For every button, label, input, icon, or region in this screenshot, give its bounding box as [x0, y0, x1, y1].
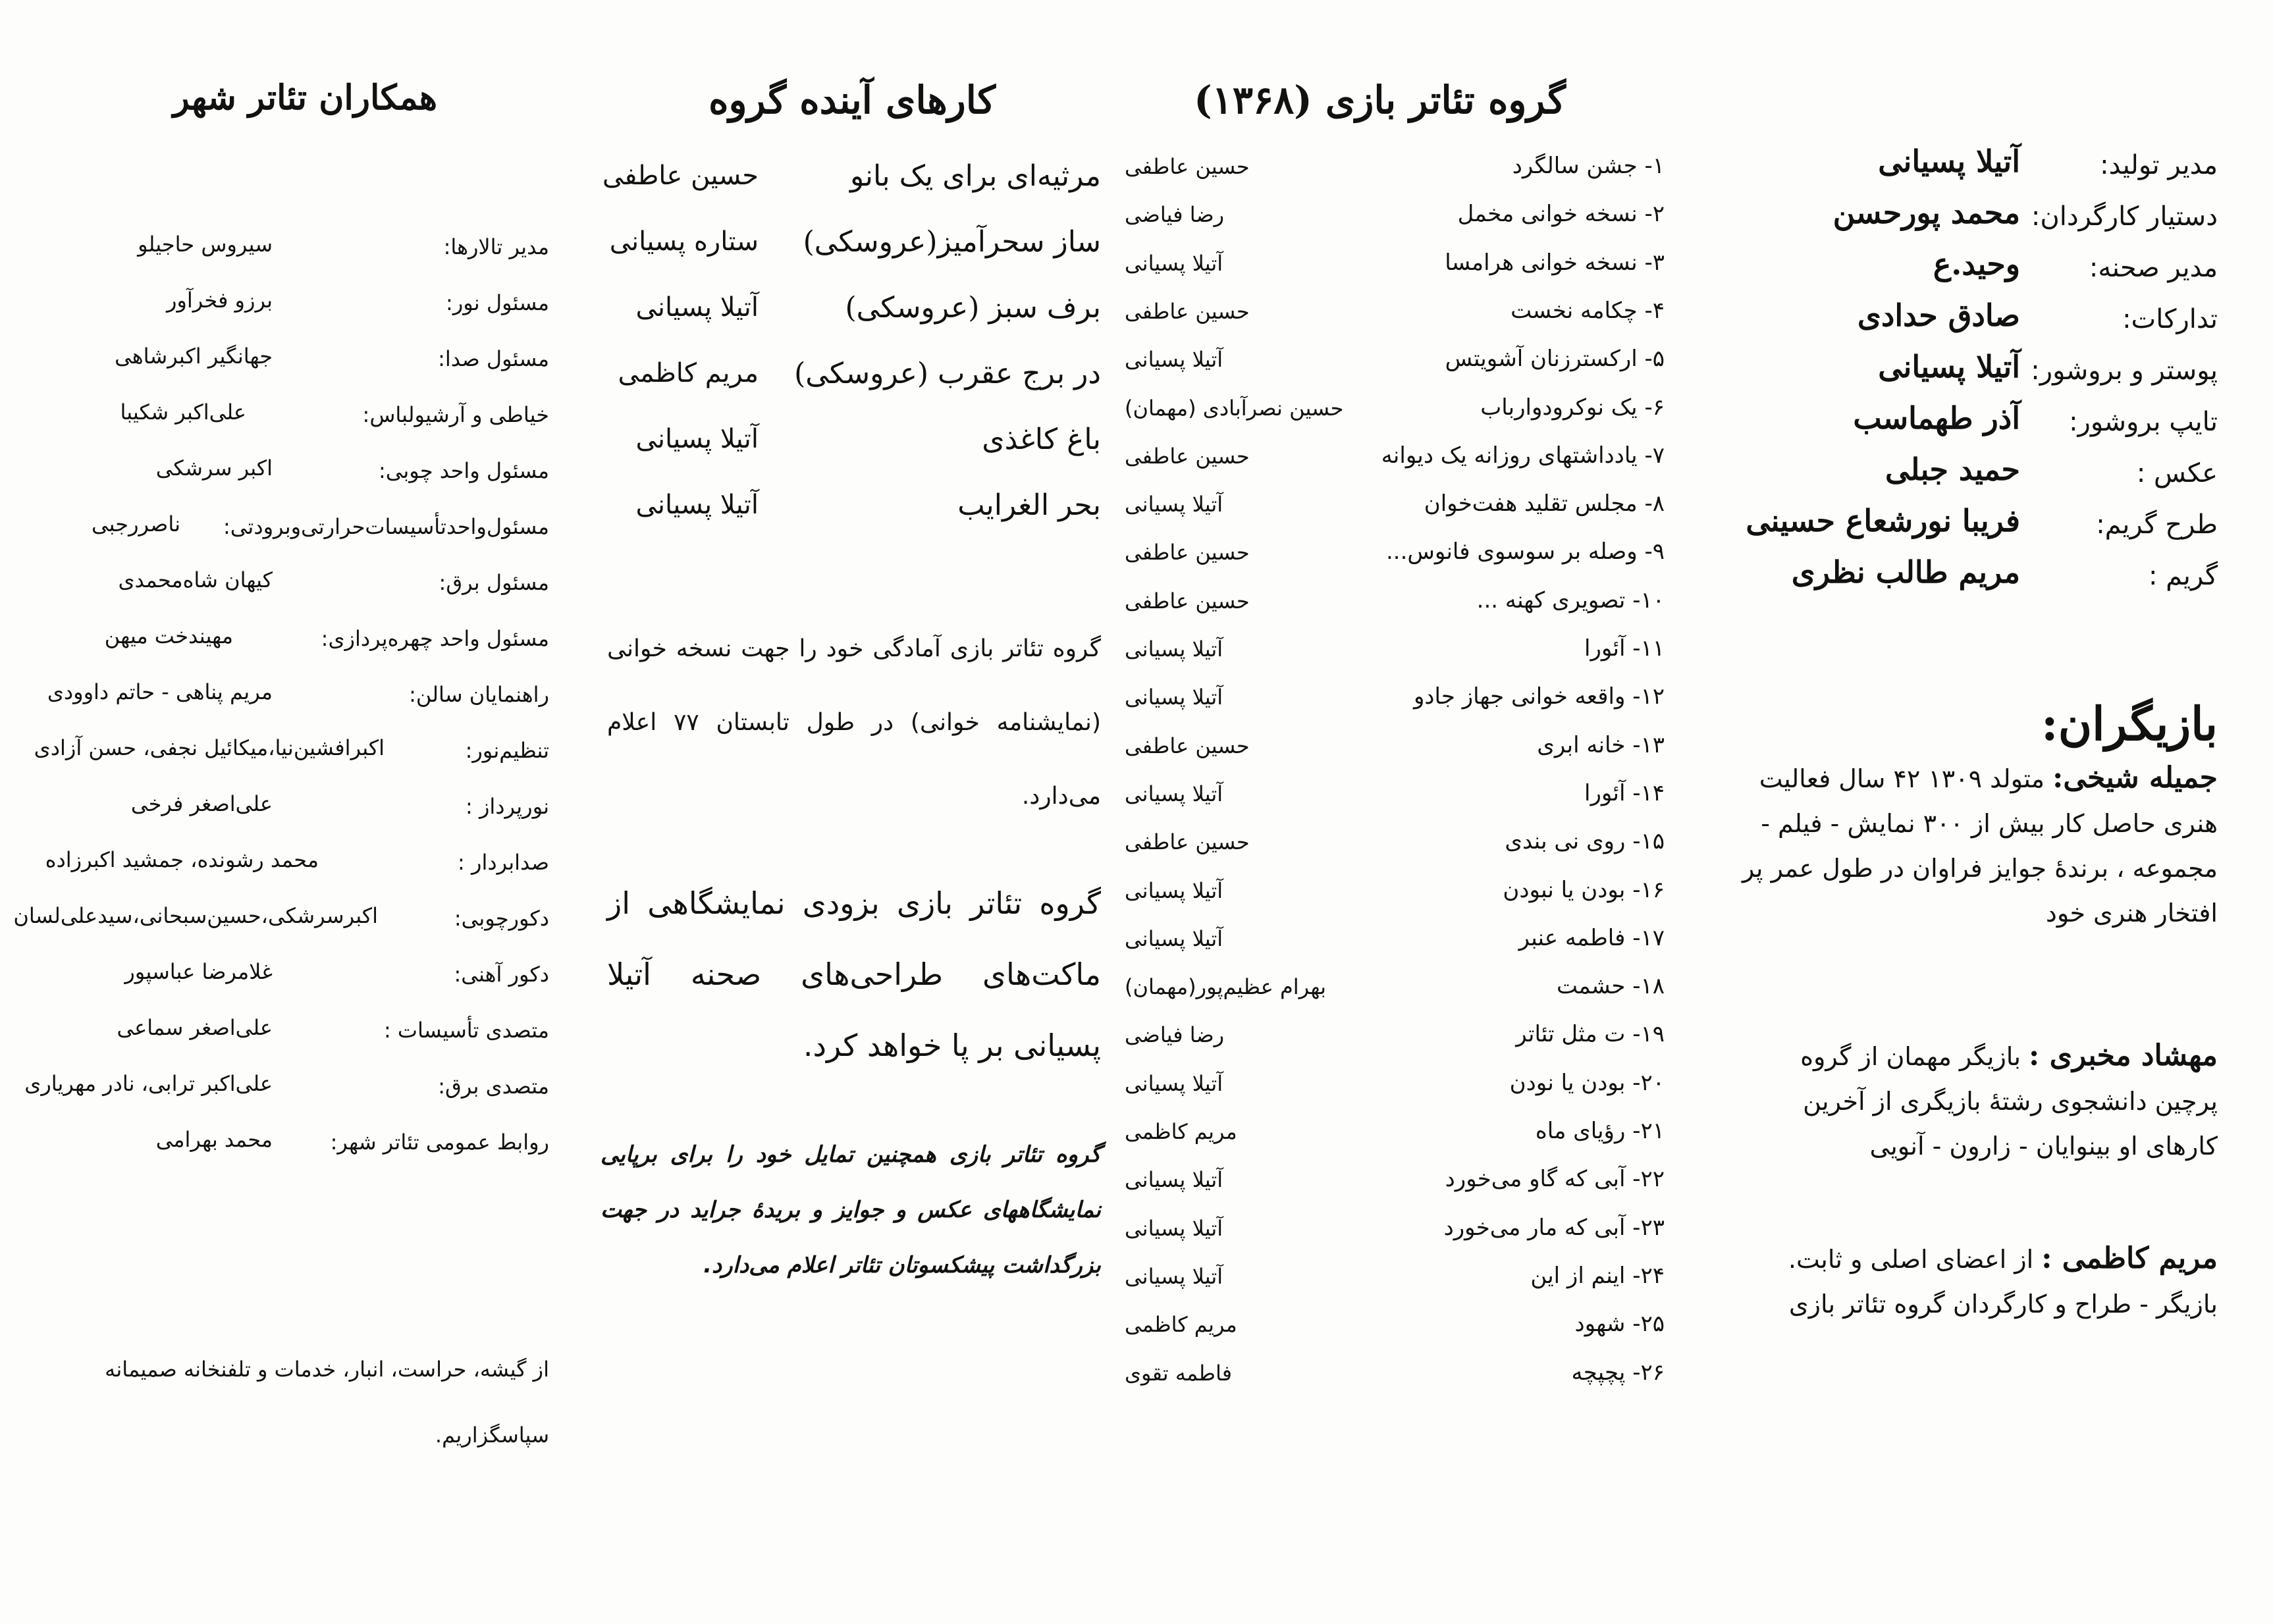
repertoire-item: [1125, 433, 1665, 481]
repertoire-item: [1125, 819, 1665, 866]
photo-exhibition-announcement: گروه تئاتر بازی همچنین تمایل خود را برای برپایی نمایشگاههای عکس و جوایز و بریدهٔ جراید در جهت بزرگداشت پیشکسوتان تئاتر اعلام می‌دارد.: [601, 1141, 1101, 1278]
play-director: بهرام عظیم‌پور(مهمان): [1125, 974, 1326, 1000]
staff-heading: همکاران تئاتر شهر: [173, 78, 437, 118]
repertoire-item: [1125, 964, 1665, 1011]
repertoire-item: [1125, 1061, 1665, 1108]
exhibition-announcement: گروه تئاتر بازی بزودی نمایشگاهی از ماکت‌های طراحی‌های صحنه آتیلا پسیانی بر پا خواهد کرد.: [607, 885, 1101, 1063]
actor-name: مریم کاظمی :: [2041, 1242, 2218, 1275]
repertoire-item: [1125, 1012, 1665, 1059]
play-director: فاطمه تقوی: [1125, 1360, 1233, 1386]
play-title: ۲۱- رؤیای ماه: [1535, 1118, 1665, 1144]
repertoire-heading: گروه تئاتر بازی (۱۳۶۸): [1194, 78, 1566, 122]
play-director: حسین عاطفی: [1125, 829, 1250, 855]
play-director: آتیلا پسیانی: [1125, 1070, 1223, 1096]
staff-role: صدابردار :: [458, 850, 549, 875]
future-director: آتیلا پسیانی: [635, 424, 759, 454]
play-director: آتیلا پسیانی: [1125, 926, 1223, 951]
play-title: ۲۰- بودن یا نودن: [1509, 1069, 1665, 1096]
staff-row: [62, 334, 549, 383]
play-director: حسین عاطفی: [1125, 298, 1250, 324]
actors-title: بازیگران:: [2041, 696, 2218, 751]
play-director: آتیلا پسیانی: [1125, 685, 1223, 710]
staff-name: محمد رشونده، جمشید اکبرزاده: [45, 847, 319, 872]
staff-name: علی‌اصغر سماعی: [117, 1015, 273, 1040]
future-item: [601, 475, 1101, 541]
play-title: ۲۴- اینم از این: [1530, 1262, 1665, 1289]
credit-row: [1737, 190, 2218, 241]
staff-row: [24, 1062, 549, 1111]
future-title: باغ کاغذی: [982, 423, 1101, 456]
repertoire-item: [1125, 481, 1665, 529]
play-title: ۲- نسخه خوانی مخمل: [1457, 201, 1665, 228]
credit-role: تایپ بروشور:: [2069, 407, 2218, 437]
staff-row: [62, 223, 549, 271]
actor-bio: متولد ۱۳۰۹ ۴۲ سال فعالیت هنری حاصل کار بیش از ۳۰۰ نمایش - فیلم - مجموعه ، برندهٔ جوایز فراوان در طول عمر پر افتخار هنری خود: [1742, 764, 2218, 928]
future-title: در برج عقرب (عروسکی): [794, 357, 1101, 390]
repertoire-item: [1125, 916, 1665, 963]
play-title: ۱۴- آئورا: [1584, 779, 1665, 806]
future-title: مرثیه‌ای برای یک بانو: [849, 159, 1101, 193]
future-director: حسین عاطفی: [602, 161, 759, 191]
play-director: رضا فیاضی: [1125, 1022, 1225, 1048]
play-title: ۴- چکامه نخست: [1511, 297, 1665, 324]
play-director: حسین نصرآبادی (مهمان): [1125, 395, 1344, 421]
staff-row: [62, 950, 549, 999]
staff-name: جهانگیر اکبرشاهی: [115, 344, 273, 369]
repertoire-item: [1125, 529, 1665, 577]
repertoire-item: [1125, 1109, 1665, 1156]
staff-name: غلامرضا عباسپور: [124, 959, 273, 984]
staff-name: سیروس حاجیلو: [138, 232, 273, 257]
staff-name: اکبرافشین‌نیا،میکائیل نجفی، حسن آزادی: [34, 735, 385, 760]
repertoire-item: [1125, 288, 1665, 336]
staff-row: [62, 782, 549, 831]
future-director: آتیلا پسیانی: [635, 490, 759, 520]
staff-row: [62, 558, 549, 607]
repertoire-item: [1125, 626, 1665, 673]
staff-name: محمد بهرامی: [155, 1127, 273, 1152]
staff-role: راهنمایان سالن:: [409, 682, 549, 707]
play-director: رضا فیاضی: [1125, 202, 1225, 228]
staff-row: [62, 278, 549, 327]
play-director: آتیلا پسیانی: [1125, 1167, 1223, 1193]
staff-row: [62, 1006, 549, 1055]
future-title: ساز سحرآمیز(عروسکی): [803, 225, 1101, 259]
play-title: ۸- مجلس تقلید هفت‌خوان: [1424, 490, 1665, 517]
play-title: ۱۵- روی نی بندی: [1505, 828, 1665, 855]
repertoire-item: [1125, 336, 1665, 384]
play-title: ۳- نسخه خوانی هرامسا: [1445, 249, 1665, 276]
play-title: ۱۰- تصویری کهنه ...: [1476, 587, 1665, 614]
repertoire-item: [1125, 723, 1665, 770]
play-title: ۱۳- خانه ابری: [1537, 731, 1665, 758]
play-title: ۱- جشن سالگرد: [1512, 153, 1665, 179]
future-item: [601, 212, 1101, 278]
staff-name: کیهان شاه‌محمدی: [118, 567, 273, 592]
play-title: ۱۶- بودن یا نبودن: [1503, 876, 1665, 903]
actor-entry: [1737, 756, 2218, 935]
play-director: آتیلا پسیانی: [1125, 781, 1223, 806]
credit-role: گریم :: [2148, 561, 2218, 591]
play-director: مریم کاظمی: [1125, 1312, 1237, 1338]
credit-role: مدیر صحنه:: [2089, 253, 2218, 283]
repertoire-item: [1125, 1157, 1665, 1204]
credit-row: [1737, 138, 2218, 190]
credit-row: [1737, 344, 2218, 395]
staff-role: تنظیم‌نور:: [465, 738, 549, 763]
credit-row: [1737, 549, 2218, 600]
repertoire-item: [1125, 868, 1665, 915]
staff-row: [62, 502, 549, 551]
play-director: آتیلا پسیانی: [1125, 347, 1223, 373]
staff-role: مسئول نور:: [446, 290, 549, 315]
play-title: ۵- ارکسترزنان آشویتس: [1445, 346, 1665, 373]
actor-name: مهشاد مخبری :: [2029, 1039, 2218, 1072]
actor-entry: [1737, 1236, 2218, 1326]
play-title: ۶- یک نوکرودوارباب: [1480, 394, 1665, 421]
future-works-heading: کارهای آینده گروه: [709, 78, 996, 122]
staff-role: مدیر تالارها:: [443, 234, 549, 259]
play-director: مریم کاظمی: [1125, 1119, 1237, 1144]
staff-row: [62, 614, 549, 663]
play-title: ۲۶- پچپچه: [1571, 1359, 1665, 1386]
future-director: مریم کاظمی: [618, 358, 759, 388]
repertoire-item: [1125, 1301, 1665, 1349]
staff-row: [62, 446, 549, 495]
staff-row: [62, 1118, 549, 1166]
actor-entry: [1737, 1034, 2218, 1168]
play-director: آتیلا پسیانی: [1125, 492, 1223, 517]
repertoire-item: [1125, 1253, 1665, 1301]
staff-row: [62, 390, 549, 439]
repertoire-item: [1125, 192, 1665, 239]
credit-role: دستیار کارگردان:: [2031, 201, 2218, 232]
staff-role: دکور آهنی:: [454, 962, 549, 987]
play-title: ۱۲- واقعه خوانی جهاز جادو: [1413, 683, 1665, 710]
repertoire-item: [1125, 674, 1665, 721]
staff-name: برزو فخرآور: [166, 288, 273, 313]
future-item: [601, 344, 1101, 409]
credit-role: طرح گریم:: [2096, 510, 2218, 540]
staff-role: دکورچوبی:: [454, 906, 549, 931]
play-title: ۱۷- فاطمه عنبر: [1518, 924, 1665, 951]
credit-role: عکس :: [2136, 458, 2218, 488]
credit-name: محمد پورحسن: [1832, 195, 2020, 230]
credit-role: پوستر و بروشور:: [2031, 355, 2218, 386]
play-director: حسین عاطفی: [1125, 443, 1250, 469]
actor-bio: از اعضای اصلی و ثابت. بازیگر - طراح و کارگردان گروه تئاتر بازی: [1788, 1245, 2218, 1319]
staff-row: [13, 894, 549, 943]
future-item: [601, 146, 1101, 212]
staff-role: مسئول برق:: [439, 570, 549, 595]
staff-row: [45, 838, 549, 887]
credit-name: مریم طالب نظری: [1791, 554, 2020, 590]
play-title: ۱۸- حشمت: [1557, 973, 1665, 1000]
play-title: ۱۹- ت مثل تئاتر: [1516, 1021, 1665, 1048]
future-director: آتیلا پسیانی: [635, 292, 759, 323]
staff-role: روابط عمومی تئاتر شهر:: [330, 1130, 549, 1155]
staff-name: علی‌اکبر شکیبا: [120, 400, 246, 425]
play-director: آتیلا پسیانی: [1125, 1215, 1223, 1241]
credit-name: حمید جبلی: [1885, 452, 2020, 487]
credit-name: آذر طهماسب: [1853, 400, 2020, 436]
future-item: [601, 409, 1101, 475]
staff-role: مسئول واحد چوبی:: [378, 458, 549, 483]
staff-role: خیاطی و آرشیولباس:: [362, 402, 549, 427]
staff-name: اکبرسرشکی،حسین‌سبحانی،سیدعلی‌لسان: [13, 903, 378, 928]
play-title: ۲۲- آبی که گاو می‌خورد: [1445, 1166, 1665, 1193]
credit-name: آتیلا پسیانی: [1878, 349, 2020, 384]
repertoire-item: [1125, 578, 1665, 625]
play-title: ۱۱- آئورا: [1584, 635, 1665, 662]
credit-row: [1737, 446, 2218, 498]
play-title: ۲۳- آبی که مار می‌خورد: [1443, 1214, 1665, 1241]
staff-name: مهیندخت میهن: [104, 623, 233, 648]
play-title: ۲۵- شهود: [1574, 1311, 1665, 1338]
play-director: حسین عاطفی: [1125, 733, 1250, 758]
staff-role: مسئول صدا:: [438, 346, 549, 371]
play-director: حسین عاطفی: [1125, 540, 1250, 565]
credit-row: [1737, 395, 2218, 446]
staff-role: متصدی برق:: [438, 1074, 549, 1099]
credit-name: آتیلا پسیانی: [1878, 144, 2020, 179]
staff-role: مسئول واحد چهره‌پردازی:: [321, 626, 549, 651]
repertoire-item: [1125, 771, 1665, 818]
staff-row: [34, 726, 549, 775]
credit-role: مدیر تولید:: [2100, 150, 2218, 180]
staff-role: مسئول‌واحدتأسیسات‌حرارتی‌وبرودتی:: [223, 514, 549, 539]
credit-row: [1737, 292, 2218, 344]
staff-row: [47, 670, 549, 719]
future-item: [601, 278, 1101, 344]
repertoire-item: [1125, 385, 1665, 432]
future-title: بحر الغرایب: [957, 488, 1101, 522]
credit-row: [1737, 241, 2218, 292]
play-director: آتیلا پسیانی: [1125, 1263, 1223, 1289]
play-director: آتیلا پسیانی: [1125, 877, 1223, 903]
credit-row: [1737, 498, 2218, 549]
repertoire-item: [1125, 1205, 1665, 1253]
play-director: حسین عاطفی: [1125, 154, 1250, 179]
play-title: ۹- وصله بر سوسوی فانوس...: [1385, 538, 1665, 565]
future-director: ستاره پسیانی: [609, 226, 759, 257]
play-director: آتیلا پسیانی: [1125, 250, 1223, 276]
play-director: حسین عاطفی: [1125, 588, 1250, 614]
repertoire-item: [1125, 144, 1665, 191]
actor-name: جمیله شیخی:: [2052, 761, 2218, 795]
future-title: برف سبز (عروسکی): [845, 291, 1101, 325]
staff-name: علی‌اصغر فرخی: [130, 791, 273, 816]
reading-announcement: گروه تئاتر بازی آمادگی خود را جهت نسخه خوانی (نمایشنامه خوانی) در طول تابستان ۷۷ اعلام می‌دارد.: [607, 635, 1101, 810]
credit-name: صادق حدادی: [1857, 298, 2020, 333]
staff-name: علی‌اکبر ترابی، نادر مهریاری: [24, 1071, 273, 1096]
staff-name: مریم پناهی - حاتم داوودی: [47, 679, 273, 704]
staff-name: اکبر سرشکی: [155, 456, 273, 481]
actor-bio: بازیگر مهمان از گروه پرچین دانشجوی رشتهٔ بازیگری از آخرین کارهای او بینوایان - زارون - آنویی: [1800, 1042, 2218, 1161]
play-director: آتیلا پسیانی: [1125, 637, 1223, 662]
staff-role: نورپرداز :: [466, 794, 549, 819]
credit-name: وحید.ع: [1933, 246, 2020, 282]
credit-name: فریبا نورشعاع حسینی: [1746, 503, 2020, 538]
repertoire-item: [1125, 240, 1665, 288]
thanks-note: از گیشه، حراست، انبار، خدمات و تلفنخانه صمیمانه سپاسگزاریم.: [105, 1357, 549, 1448]
play-title: ۷- یادداشتهای روزانه یک دیوانه: [1381, 442, 1665, 469]
repertoire-item: [1125, 1350, 1665, 1398]
staff-role: متصدی تأسیسات :: [383, 1018, 549, 1043]
credit-role: تدارکات:: [2122, 304, 2218, 334]
staff-name: ناصررجبی: [91, 511, 180, 537]
